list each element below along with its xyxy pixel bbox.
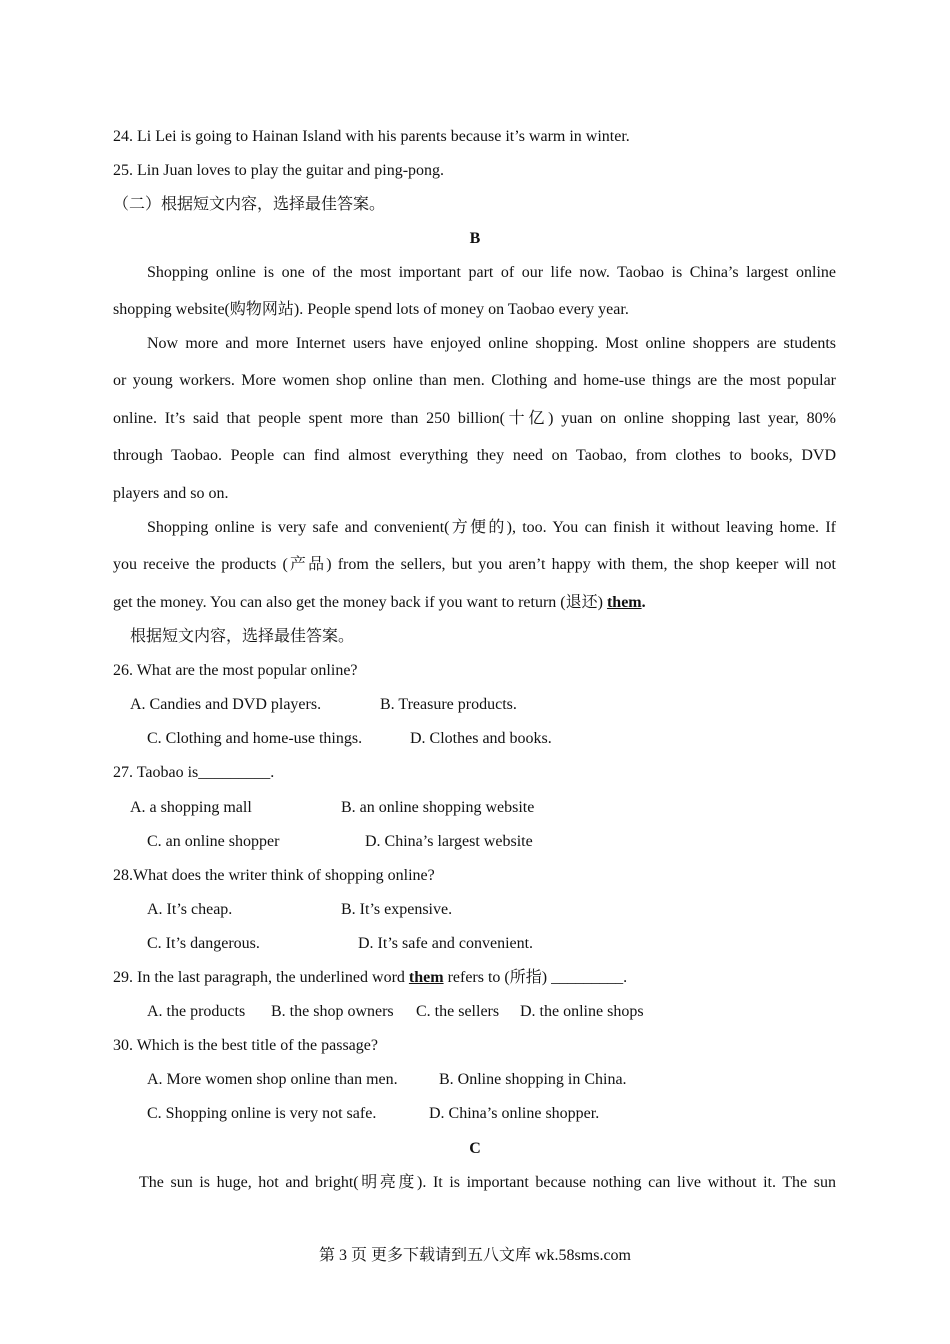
passage-b-label: B: [469, 230, 481, 247]
q27-option-a: A. a shopping mall: [130, 799, 252, 816]
passage-b-p3-line3-end: .: [641, 594, 646, 611]
passage-b-p2-line4: through Taobao. People can find almost everything they need on Taobao, from clothes to books, DVD: [113, 447, 836, 464]
q30-option-d: D. China’s online shopper.: [429, 1105, 600, 1122]
q26-option-a: A. Candies and DVD players.: [130, 696, 322, 713]
instruction: 根据短文内容，选择最佳答案。: [130, 628, 355, 645]
passage-b-p3-line3: [113, 593, 646, 613]
q29-underlined-word: them: [408, 969, 444, 986]
q26-option-b: B. Treasure products.: [380, 696, 517, 713]
q30-option-c: C. Shopping online is very not safe.: [147, 1105, 377, 1122]
passage-b-p3-line1: Shopping online is very safe and convenient(方便的), too. You can finish it without leaving home. If: [147, 519, 836, 536]
q26-option-d: D. Clothes and books.: [410, 730, 552, 747]
question-30-stem: 30. Which is the best title of the passage?: [113, 1037, 378, 1054]
q27-option-d: D. China’s largest website: [365, 833, 533, 850]
q29-option-d: D. the online shops: [520, 1003, 644, 1020]
passage-b-p2-line2: or young workers. More women shop online than men. Clothing and home-use things are the most popular: [113, 372, 836, 389]
passage-b-p2-line3: online. It’s said that people spent more than 250 billion(十亿) yuan on online shopping last year, 80%: [113, 410, 836, 427]
passage-b-p2-line5: players and so on.: [113, 485, 229, 502]
q28-option-b: B. It’s expensive.: [341, 901, 453, 918]
passage-b-p1-line1: Shopping online is one of the most important part of our life now. Taobao is China’s largest online: [147, 264, 836, 281]
q30-option-b: B. Online shopping in China.: [439, 1071, 627, 1088]
q26-option-c: C. Clothing and home-use things.: [147, 730, 363, 747]
q29-option-c: C. the sellers: [416, 1003, 500, 1020]
underlined-word-them: them: [606, 594, 642, 611]
q29-option-b: B. the shop owners: [271, 1003, 394, 1020]
q29-option-a: A. the products: [147, 1003, 246, 1020]
section-heading: （二）根据短文内容，选择最佳答案。: [113, 196, 386, 213]
q27-option-c: C. an online shopper: [147, 833, 280, 850]
page-footer: 第 3 页 更多下载请到五八文库 wk.58sms.com: [318, 1247, 631, 1264]
passage-b-p2-line1: Now more and more Internet users have enjoyed online shopping. Most online shoppers are students: [147, 335, 836, 352]
question-29-stem: [113, 968, 627, 988]
statement-24: 24. Li Lei is going to Hainan Island with his parents because it’s warm in winter.: [113, 128, 630, 145]
statement-25: 25. Lin Juan loves to play the guitar and ping-pong.: [113, 162, 445, 179]
passage-c-label: C: [469, 1140, 481, 1157]
q30-option-a: A. More women shop online than men.: [147, 1071, 398, 1088]
q28-option-c: C. It’s dangerous.: [147, 935, 260, 952]
q28-option-d: D. It’s safe and convenient.: [358, 935, 534, 952]
question-27-stem: 27. Taobao is_________.: [113, 764, 275, 781]
passage-b-p1-line2: shopping website(购物网站). People spend lots of money on Taobao every year.: [113, 301, 629, 318]
passage-b-p3-line3-text: get the money. You can also get the money back if you want to return (退还): [113, 594, 607, 611]
question-26-stem: 26. What are the most popular online?: [113, 662, 358, 679]
q27-option-b: B. an online shopping website: [341, 799, 535, 816]
q28-option-a: A. It’s cheap.: [147, 901, 233, 918]
passage-b-p3-line2: you receive the products (产品) from the sellers, but you aren’t happy with them, the shop keeper will not: [113, 556, 836, 573]
question-28-stem: 28.What does the writer think of shopping online?: [113, 867, 435, 884]
passage-c-line1: The sun is huge, hot and bright(明亮度). It is important because nothing can live without it. The sun: [139, 1174, 836, 1191]
q29-stem-post: refers to (所指) _________.: [443, 969, 628, 986]
q29-stem-pre: 29. In the last paragraph, the underlined word: [113, 969, 409, 986]
